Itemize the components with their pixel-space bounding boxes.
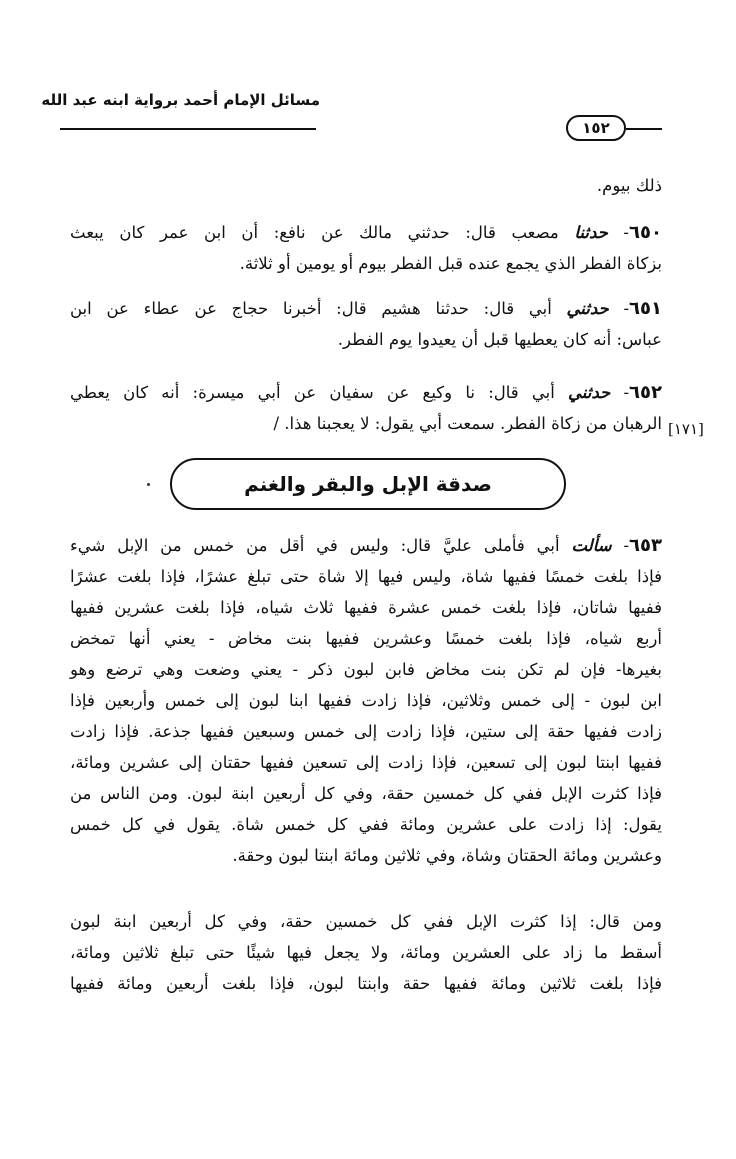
- hadith-keyword: سألت: [571, 536, 612, 555]
- hadith-653-line-1: ٦٥٣- سألت أبي فأملى عليَّ قال: وليس في أقل من خمس من الإبل شيء: [70, 535, 662, 556]
- final-paragraph-line: ومن قال: إذا كثرت الإبل ففي كل خمسين حقة، وفي كل أربعين ابنة لبون: [70, 912, 662, 931]
- hadith-651-line-1: ٦٥١- حدثني أبي قال: حدثنا هشيم قال: أخبرنا حجاج عن عطاء عن ابن: [70, 298, 662, 319]
- hadith-650: [70, 217, 662, 279]
- final-paragraph: [70, 906, 662, 999]
- hadith-653-line: ففيها ابنتا لبون إلى تسعين، فإذا زادت إلى تسعين ففيها حقتان إلى عشرين ومائة،: [70, 753, 662, 772]
- continuation-paragraph: [70, 170, 662, 201]
- page-number: [566, 115, 626, 141]
- header-rule-short: [626, 128, 662, 130]
- header-rule: [60, 128, 316, 130]
- hadith-653-line: بغيرها- فإن لم تكن بنت مخاض فابن لبون ذكر - يعني وضعت وهي ترضع وهو: [70, 660, 662, 679]
- hadith-653: [70, 530, 662, 871]
- hadith-number: ٦٥٠: [629, 222, 662, 243]
- hadith-653-line: أربع شياه، فإذا بلغت خمسًا وعشرين ففيها بنت مخاض - يعني أنها تمخض: [70, 629, 662, 648]
- hadith-keyword: حدثني: [568, 383, 611, 402]
- hadith-653-line: ففيها شاتان، فإذا بلغت خمس عشرة ففيها ثلاث شياه، فإذا بلغت عشرين ففيها: [70, 598, 662, 617]
- hadith-keyword: حدثنا: [574, 223, 608, 242]
- hadith-651: [70, 293, 662, 355]
- hadith-650-line-1: ٦٥٠- حدثنا مصعب قال: حدثني مالك عن نافع: أن ابن عمر كان يبعث: [70, 222, 662, 243]
- speck: [147, 483, 150, 486]
- hadith-653-line: وعشرين ومائة الحقتان وشاة، وفي ثلاثين ومائة ابنتا لبون وحقة.: [232, 846, 662, 865]
- final-paragraph-line: أسقط ما زاد على العشرين ومائة، ولا يجعل فيها شيئًا حتى تبلغ ثلاثين ومائة،: [70, 943, 662, 962]
- hadith-653-line: فإذا كثرت الإبل ففي كل خمسين حقة، وفي كل أربعين ابنة لبون. ومن الناس من: [70, 784, 662, 803]
- hadith-number: ٦٥١: [629, 298, 662, 319]
- hadith-652-line-2: الرهبان من زكاة الفطر. سمعت أبي يقول: لا يعجبنا هذا. /: [273, 414, 662, 433]
- hadith-652: [70, 377, 662, 439]
- hadith-653-line: ابن لبون - إلى خمس وثلاثين، فإذا زادت ففيها ابنا لبون إلى خمس وأربعين فإذا: [70, 691, 662, 710]
- hadith-keyword: حدثني: [566, 299, 609, 318]
- section-heading-box: [170, 458, 566, 510]
- hadith-652-line-1: ٦٥٢- حدثني أبي قال: نا وكيع عن سفيان عن أبي ميسرة: أنه كان يعطي: [70, 382, 662, 403]
- hadith-650-line-2: بزكاة الفطر الذي يجمع عنده قبل الفطر بيوم أو يومين أو ثلاثة.: [239, 254, 662, 273]
- hadith-651-line-2: عباس: أنه كان يعطيها قبل أن يعيدوا يوم الفطر.: [337, 330, 662, 349]
- margin-reference: [١٧١]: [668, 420, 704, 438]
- running-title: مسائل الإمام أحمد برواية ابنه عبد الله: [41, 91, 320, 109]
- page-number-text: ١٥٢: [582, 119, 610, 137]
- final-paragraph-line: فإذا بلغت ثلاثين ومائة ففيها حقة وابنتا لبون، فإذا بلغت أربعين ومائة ففيها: [70, 974, 662, 993]
- hadith-653-line: يقول: إذا زادت على عشرين ومائة ففي كل خمس شاة. يقول في كل خمس: [70, 815, 662, 834]
- hadith-653-line: فإذا بلغت خمسًا ففيها شاة، وليس فيها إلا شاة حتى تبلغ عشرًا، فإذا بلغت عشرًا: [70, 567, 662, 586]
- hadith-number: ٦٥٢: [629, 382, 662, 403]
- hadith-number: ٦٥٣: [629, 535, 662, 556]
- section-title: صدقة الإبل والبقر والغنم: [244, 472, 492, 496]
- hadith-653-line: زادت ففيها حقة إلى ستين، فإذا زادت إلى خمس وسبعين ففيها جذعة. فإذا زادت: [70, 722, 662, 741]
- continuation-text: ذلك بيوم.: [596, 176, 662, 195]
